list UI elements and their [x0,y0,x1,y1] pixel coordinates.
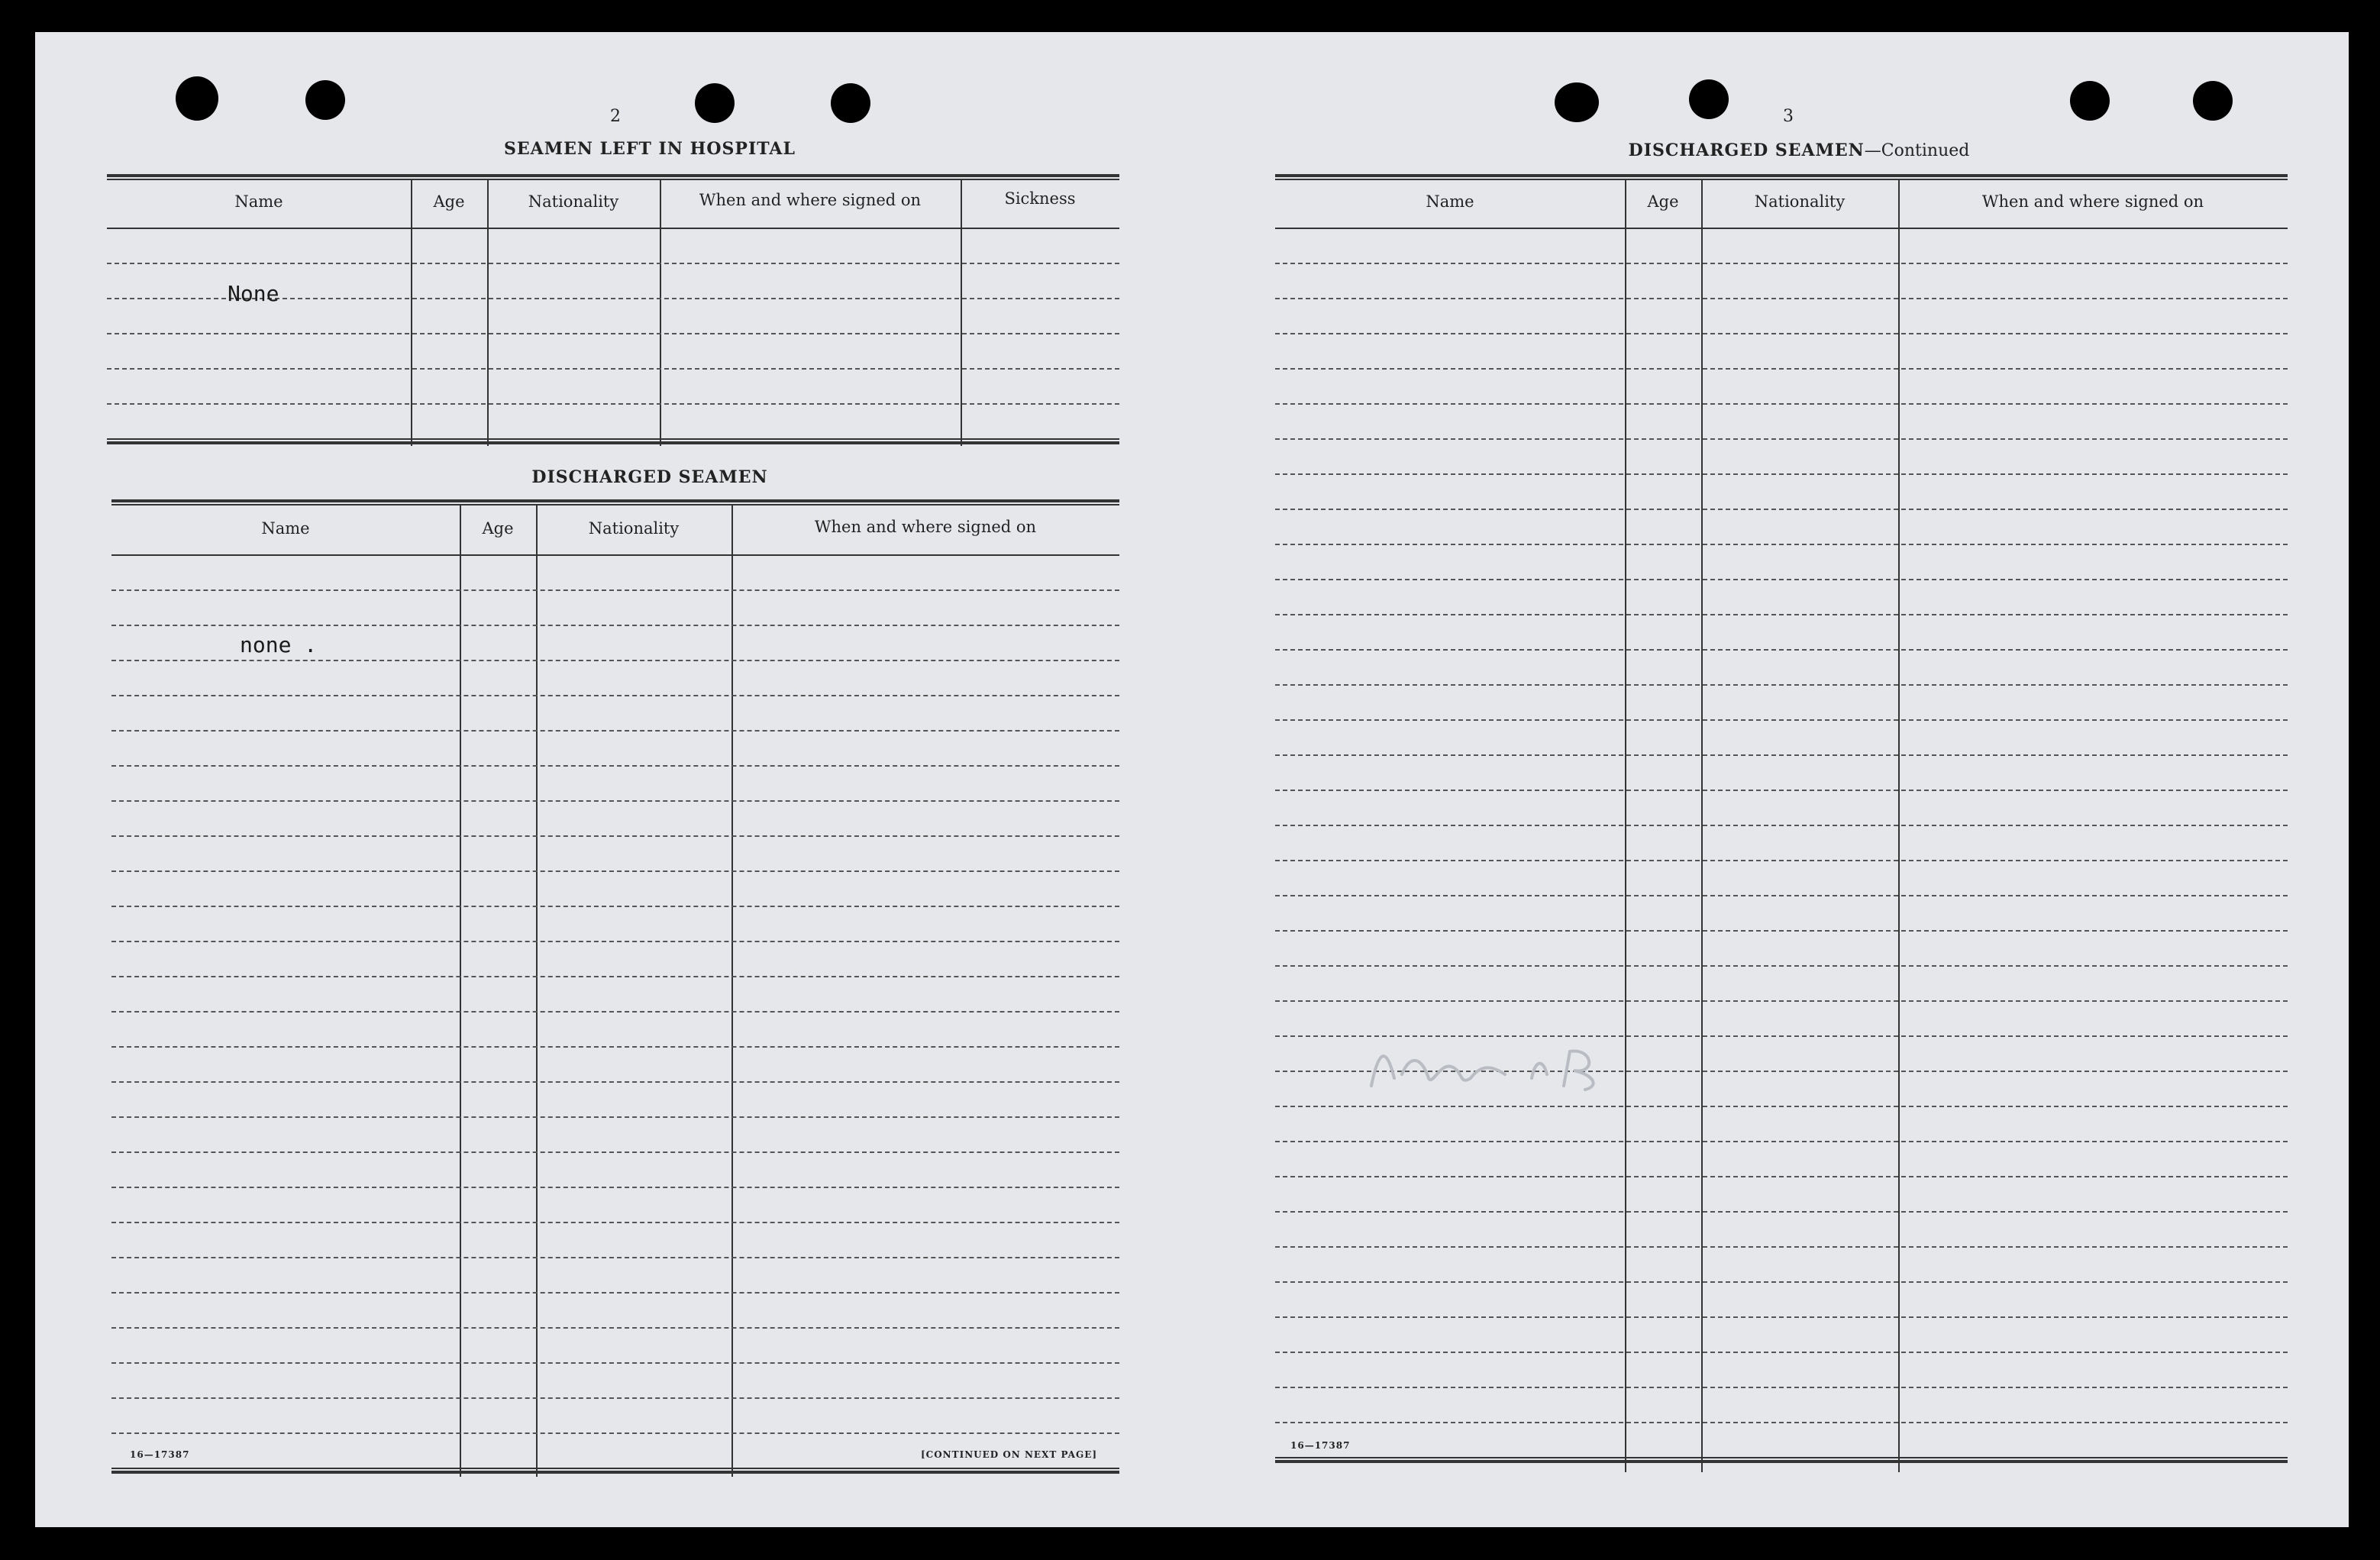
column-header-name: Name [1426,192,1474,211]
punch-hole [831,83,870,123]
discharged-continued-title [1471,140,2127,160]
column-header-signed-on: When and where signed on [699,191,922,209]
hospital-table [107,174,1119,449]
column-header-nationality: Nationality [528,192,619,211]
form-number-right: 16—17387 [1290,1440,1351,1451]
column-header-age: Age [482,519,514,538]
column-header-age: Age [433,192,465,211]
punch-hole [2193,81,2233,121]
column-header-nationality: Nationality [1754,192,1846,211]
punch-hole [1555,82,1599,122]
hospital-section-title: SEAMEN LEFT IN HOSPITAL [504,139,796,159]
form-number-left: 16—17387 [130,1449,190,1460]
punch-hole [176,76,218,121]
discharged-table-right [1275,174,2288,1480]
punch-hole [1689,79,1729,119]
column-header-age: Age [1647,192,1679,211]
title-suffix: —Continued [1864,141,1970,160]
punch-hole [695,83,735,123]
page-number-left: 2 [610,107,621,126]
hospital-entry-name: None [228,281,279,306]
column-header-name: Name [234,192,283,211]
punch-hole [305,80,345,120]
punch-hole [2070,81,2110,121]
column-header-signed-on: When and where signed on [814,518,1037,536]
column-header-signed-on: When and where signed on [1981,192,2204,211]
discharged-section-title: DISCHARGED SEAMEN [531,467,768,487]
discharged-entry-name: none . [240,632,318,657]
column-header-sickness: Sickness [1004,189,1076,208]
form-sheet [35,32,2349,1527]
page-number-right: 3 [1783,107,1794,126]
column-header-nationality: Nationality [588,519,680,538]
column-header-name: Name [261,519,310,538]
title-main: DISCHARGED SEAMEN [1628,140,1865,160]
continued-note: [CONTINUED ON NEXT PAGE] [921,1449,1098,1460]
bleed-through-signature [1364,1032,1654,1101]
